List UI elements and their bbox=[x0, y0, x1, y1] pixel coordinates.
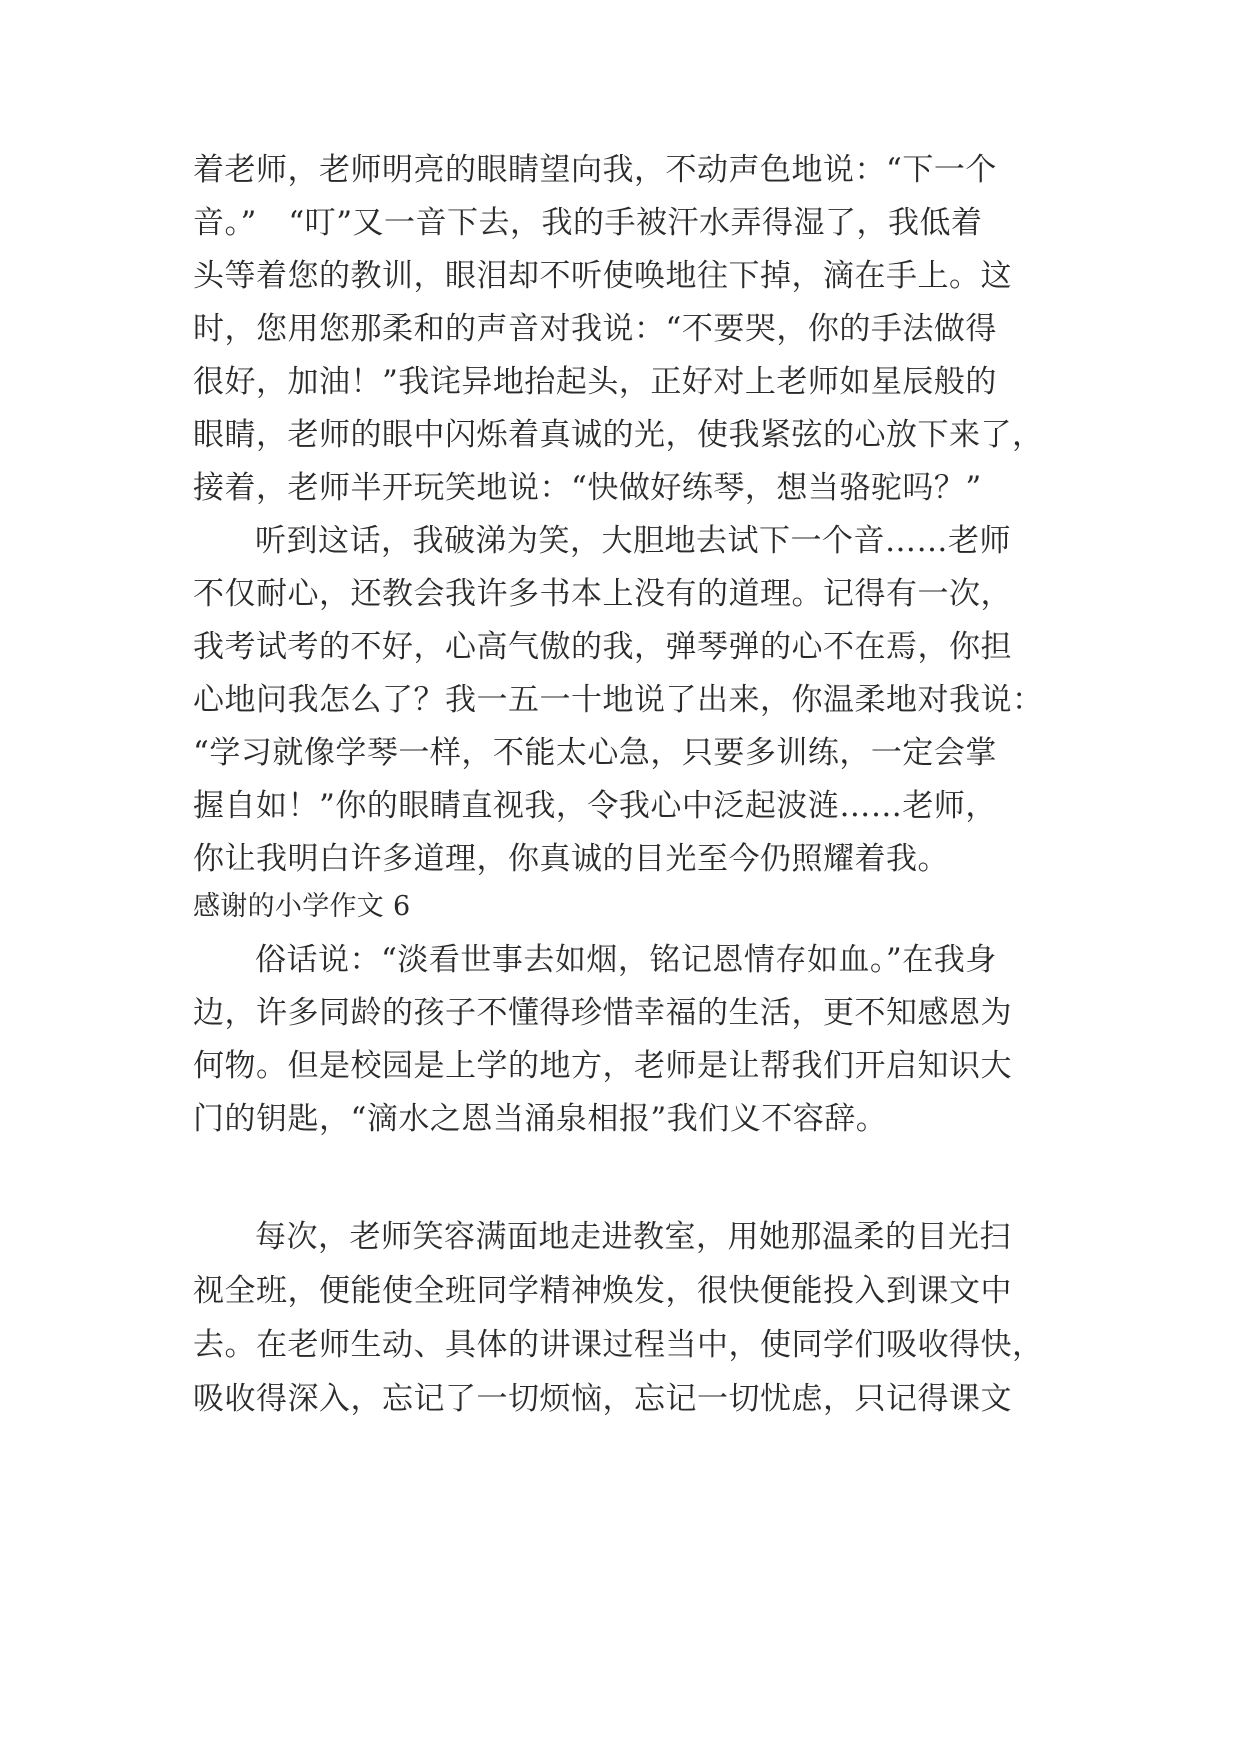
paragraph-line: 时，您用您那柔和的声音对我说：“不要哭，你的手法做得 bbox=[193, 311, 997, 347]
paragraph-line: 视全班，便能使全班同学精神焕发，很快便能投入到课文中 bbox=[193, 1273, 1012, 1309]
paragraph-line: 去。在老师生动、具体的讲课过程当中，使同学们吸收得快， bbox=[193, 1327, 1044, 1363]
paragraph-line: “学习就像学琴一样，不能太心急，只要多训练，一定会掌 bbox=[193, 735, 997, 771]
paragraph-line: 何物。但是校园是上学的地方，老师是让帮我们开启知识大 bbox=[193, 1048, 1012, 1084]
paragraph-line: 眼睛，老师的眼中闪烁着真诚的光，使我紧弦的心放下来了， bbox=[193, 417, 1044, 453]
paragraph-line: 握自如！”你的眼睛直视我，令我心中泛起波涟……老师， bbox=[193, 788, 997, 824]
paragraph-line: 很好，加油！”我诧异地抬起头，正好对上老师如星辰般的 bbox=[193, 364, 997, 400]
paragraph-line: 心地问我怎么了？我一五一十地说了出来，你温柔地对我说： bbox=[193, 682, 1044, 718]
section-heading: 感谢的小学作文 6 bbox=[193, 891, 411, 922]
paragraph-first-line: 每次，老师笑容满面地走进教室，用她那温柔的目光扫 bbox=[255, 1219, 1011, 1255]
paragraph-line: 你让我明白许多道理，你真诚的目光至今仍照耀着我。 bbox=[193, 841, 949, 877]
paragraph-line: 头等着您的教训，眼泪却不听使唤地往下掉，滴在手上。这 bbox=[193, 258, 1012, 294]
paragraph-line: 吸收得深入，忘记了一切烦恼，忘记一切忧虑，只记得课文 bbox=[193, 1381, 1012, 1417]
paragraph-first-line: 俗话说：“淡看世事去如烟，铭记恩情存如血。”在我身 bbox=[255, 942, 997, 978]
paragraph-line: 我考试考的不好，心高气傲的我，弹琴弹的心不在焉，你担 bbox=[193, 629, 1012, 665]
paragraph-line: 不仅耐心，还教会我许多书本上没有的道理。记得有一次， bbox=[193, 576, 1012, 612]
paragraph-line: 音。” “叮”又一音下去，我的手被汗水弄得湿了，我低着 bbox=[193, 205, 983, 241]
paragraph-line: 边，许多同龄的孩子不懂得珍惜幸福的生活，更不知感恩为 bbox=[193, 995, 1012, 1031]
paragraph-first-line: 听到这话，我破涕为笑，大胆地去试下一个音……老师 bbox=[255, 523, 1011, 559]
paragraph-line: 着老师，老师明亮的眼睛望向我，不动声色地说：“下一个 bbox=[193, 152, 997, 188]
paragraph-line: 门的钥匙，“滴水之恩当涌泉相报”我们义不容辞。 bbox=[193, 1101, 888, 1137]
paragraph-line: 接着，老师半开玩笑地说：“快做好练琴，想当骆驼吗？” bbox=[193, 470, 982, 506]
